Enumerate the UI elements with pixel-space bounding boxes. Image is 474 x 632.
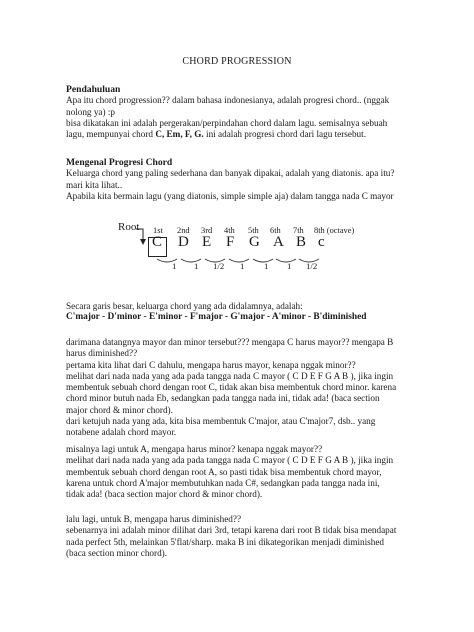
degree-label: 1st xyxy=(153,226,163,235)
explanation-c-major xyxy=(66,337,418,439)
scale-note: E xyxy=(202,234,212,250)
interval-step: 1/2 xyxy=(306,261,318,271)
degree-label: 2nd xyxy=(177,226,190,235)
text-line: sebenarnya ini adalah minor dilihat dari 3rd, tetapi karena dari root B tidak bisa mendapat xyxy=(66,525,397,536)
intro-line: Apa itu chord progression?? dalam bahasa indonesianya, adalah progresi chord.. (nggak xyxy=(66,95,390,106)
degree-label: 3rd xyxy=(201,226,213,235)
text-line: harus diminished?? xyxy=(66,348,138,359)
chord-family-section xyxy=(66,301,418,324)
interval-step: 1 xyxy=(194,261,199,271)
text-line: darimana datangnya mayor dan minor tersebut??? mengapa C harus mayor?? mengapa B xyxy=(66,337,394,347)
interval-step: 1 xyxy=(172,261,177,271)
text-line: major chord & minor chord). xyxy=(66,404,173,415)
intro-heading: Pendahuluan xyxy=(66,84,121,95)
scale-note: B xyxy=(296,234,307,250)
section-mengenal xyxy=(66,157,418,202)
scale-note: c xyxy=(318,234,325,250)
text-line: lalu lagi, untuk B, mengapa harus diminished?? xyxy=(66,514,242,524)
text-line: pertama kita lihat dari C dahulu, mengapa harus mayor, kenapa nggak minor?? xyxy=(66,359,356,370)
degree-label: 4th xyxy=(224,226,235,235)
text-line: (baca section minor chord). xyxy=(66,547,168,558)
section-line: Secara garis besar, keluarga chord yang ada didalamnya, adalah: xyxy=(66,301,303,311)
section-line: Keluarga chord yang paling sederhana dan banyak dipakai, adalah yang diatonis. apa itu? xyxy=(66,168,395,179)
text-line: nada perfect 5th, melainkan 5'flat/sharp. maka B ini dikategorikan menjadi diminished xyxy=(66,536,385,547)
text-line: membentuk sebuah chord dengan root A, so pasti tidak bisa membentuk chord mayor, xyxy=(66,466,382,477)
text-line: dari ketujuh nada yang ada, kita bisa membentuk C'major, atau C'major7, dsb.. yang xyxy=(66,416,376,427)
intro-line: nolong ya) :p xyxy=(66,106,115,117)
chord-example: C, Em, F, G. xyxy=(155,129,204,140)
text-line: membentuk sebuah chord dengan root C, tidak akan bisa membentuk chord minor. karena xyxy=(66,382,397,393)
intro-text: ini adalah progresi chord dari lagu tersebut. xyxy=(203,129,366,140)
scale-note: A xyxy=(273,234,284,250)
degree-label: 6th xyxy=(270,226,281,235)
degree-label: 5th xyxy=(248,226,259,235)
interval-step: 1 xyxy=(287,261,292,271)
text-line: melihat dari nada nada yang ada pada tangga nada C mayor ( C D E F G A B ), jika ingin xyxy=(66,455,394,466)
scale-note: G xyxy=(249,234,260,250)
intro-section xyxy=(66,84,418,140)
explanation-b-diminished xyxy=(66,514,418,559)
interval-step: 1/2 xyxy=(213,261,225,271)
scale-note: F xyxy=(226,234,235,250)
text-line: notabene adalah chord mayor. xyxy=(66,427,177,438)
intro-line: bisa dikatakan ini adalah pergerakan/perpindahan chord dalam lagu. semisalnya sebuah xyxy=(66,117,388,128)
section-line: mari kita lihat.. xyxy=(66,179,123,190)
text-line: chord minor butuh nada Eb, sedangkan pada tangga nada ini, tidak ada! (baca section xyxy=(66,393,380,404)
text-line: tidak ada! (baca section major chord & minor chord). xyxy=(66,489,263,500)
page-title: CHORD PROGRESSION xyxy=(182,56,292,67)
interval-step: 1 xyxy=(264,261,269,271)
scale-note: C xyxy=(152,234,163,250)
interval-step: 1 xyxy=(240,261,245,271)
text-line: misalnya lagi untuk A, mengapa harus minor? kenapa nggak mayor?? xyxy=(66,444,323,454)
section-line: Apabila kita bermain lagu (yang diatonis, simple simple aja) dalam tangga nada C mayor xyxy=(66,190,394,201)
degree-label: 7th xyxy=(293,226,304,235)
explanation-a-minor xyxy=(66,444,418,500)
degree-label: 8th (octave) xyxy=(314,226,355,235)
intro-line xyxy=(66,129,418,140)
intro-text: lagu, mempunyai chord xyxy=(66,129,156,140)
text-line: melihat dari nada nada yang ada pada tangga nada C mayor ( C D E F G A B ), jika ingin xyxy=(66,370,394,381)
section-heading: Mengenal Progresi Chord xyxy=(66,157,173,168)
scale-note: D xyxy=(178,234,189,250)
text-line: karena untuk chord A'major membutuhkan nada C#, sedangkan pada tangga nada ini, xyxy=(66,477,380,488)
root-label: Root xyxy=(118,221,140,233)
chord-family-line: C'major - D'minor - E'minor - F'major - G'major - A'minor - B'diminished xyxy=(66,312,367,323)
